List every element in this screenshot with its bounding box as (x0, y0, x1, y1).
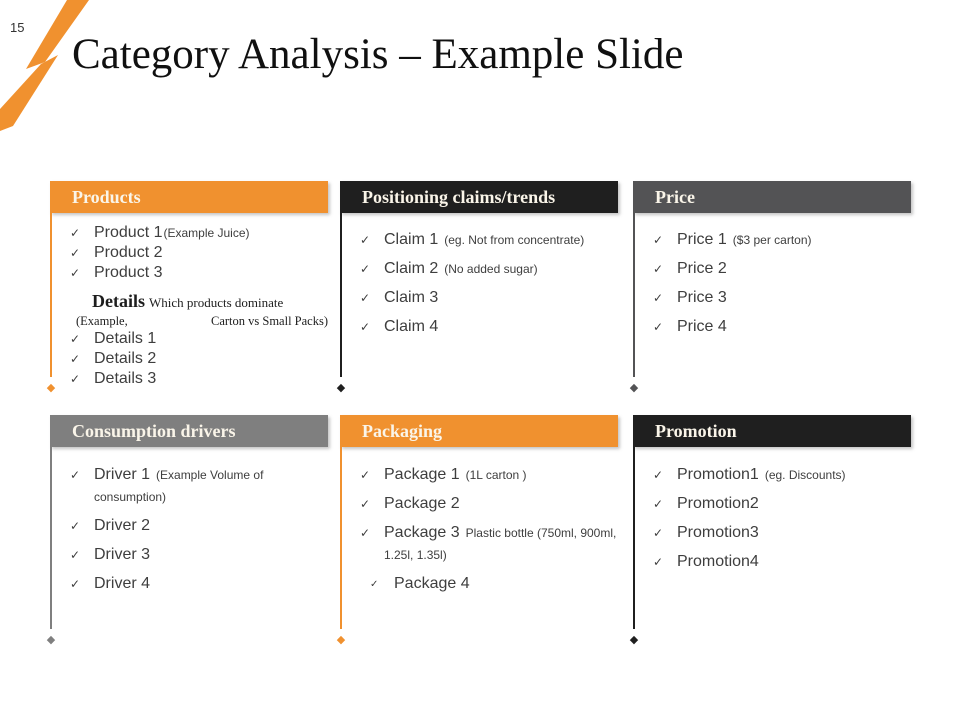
check-icon: ✓ (653, 262, 664, 276)
item-note: Plastic bottle (750ml, 900ml, 1.25l, 1.35l) (384, 526, 617, 562)
item-note: (Example Volume of consumption) (94, 468, 264, 504)
item-label: Package 4 (394, 575, 470, 592)
list-item (340, 522, 618, 566)
panel-promotion-header (633, 415, 911, 447)
item-note: ($3 per carton) (732, 233, 812, 247)
list-item (633, 229, 911, 251)
panel-title: Products (72, 186, 141, 207)
list-item (340, 287, 618, 309)
list-item (633, 493, 911, 515)
details-heading: Details (92, 291, 145, 311)
check-icon: ✓ (360, 233, 371, 247)
check-icon: ✓ (70, 372, 81, 386)
check-icon: ✓ (360, 320, 371, 334)
item-label: Price 1 (677, 231, 727, 248)
diamond-marker-icon: ◆ (336, 381, 346, 394)
check-icon: ✓ (70, 266, 81, 280)
check-icon: ✓ (70, 246, 81, 260)
list-item (633, 522, 911, 544)
diamond-marker-icon: ◆ (336, 633, 346, 646)
details-sub-right: Carton vs Small Packs) (210, 314, 328, 328)
list-item (50, 544, 328, 566)
details-subline (76, 313, 328, 329)
item-label: Driver 2 (94, 517, 151, 534)
list-item (633, 258, 911, 280)
item-label: Package 2 (384, 495, 460, 512)
list-item (340, 464, 618, 486)
check-icon: ✓ (360, 262, 371, 276)
item-label: Claim 2 (384, 260, 439, 277)
check-icon: ✓ (653, 555, 664, 569)
item-label: Promotion3 (677, 524, 759, 541)
list-item (50, 369, 328, 389)
diamond-marker-icon: ◆ (629, 381, 639, 394)
panel-title: Positioning claims/trends (362, 186, 556, 207)
list-item (50, 243, 328, 263)
item-note: (1L carton ) (465, 468, 527, 482)
panel-title: Packaging (362, 420, 443, 441)
item-note: (Example Juice) (163, 226, 250, 240)
check-icon: ✓ (653, 526, 664, 540)
list-item (50, 573, 328, 595)
list-item (50, 515, 328, 537)
check-icon: ✓ (70, 468, 81, 482)
check-icon: ✓ (653, 320, 664, 334)
item-label: Promotion2 (677, 495, 759, 512)
list-item (633, 316, 911, 338)
panel-title: Price (655, 186, 695, 207)
item-note: (eg. Discounts) (764, 468, 846, 482)
panel-content (50, 447, 328, 595)
panel-content (340, 213, 618, 338)
panel-packaging-header (340, 415, 618, 447)
check-icon: ✓ (360, 497, 371, 511)
panel-content (50, 213, 328, 389)
panel-content (633, 447, 911, 573)
panel-packaging (336, 415, 618, 646)
item-label: Price 4 (677, 318, 727, 335)
check-icon: ✓ (70, 519, 81, 533)
item-label: Driver 3 (94, 546, 151, 563)
item-label: Product 1 (94, 224, 163, 241)
list-item (340, 493, 618, 515)
panel-promotion (629, 415, 911, 646)
panel-products (46, 181, 328, 394)
item-label: Claim 1 (384, 231, 439, 248)
list-item (340, 316, 618, 338)
check-icon: ✓ (653, 497, 664, 511)
item-label: Package 1 (384, 466, 460, 483)
check-icon: ✓ (70, 548, 81, 562)
list-item (340, 573, 618, 595)
list-item (633, 464, 911, 486)
check-icon: ✓ (70, 226, 81, 240)
item-label: Price 3 (677, 289, 727, 306)
list-item (50, 263, 328, 283)
item-label: Claim 3 (384, 289, 439, 306)
item-label: Price 2 (677, 260, 727, 277)
check-icon: ✓ (360, 468, 371, 482)
diamond-marker-icon: ◆ (46, 633, 56, 646)
panel-title: Promotion (655, 420, 737, 441)
details-sub-left: (Example, (76, 314, 128, 328)
list-item (50, 223, 328, 243)
check-icon: ✓ (653, 468, 664, 482)
item-label: Product 3 (94, 264, 163, 281)
item-label: Driver 1 (94, 466, 151, 483)
item-label: Details 2 (94, 350, 157, 367)
panel-products-header (50, 181, 328, 213)
item-label: Details 1 (94, 330, 157, 347)
list-item (340, 229, 618, 251)
check-icon: ✓ (360, 291, 371, 305)
item-label: Driver 4 (94, 575, 151, 592)
list-item (340, 258, 618, 280)
item-label: Promotion4 (677, 553, 759, 570)
panel-title: Consumption drivers (72, 420, 236, 441)
list-item (633, 551, 911, 573)
list-item (633, 287, 911, 309)
item-label: Promotion1 (677, 466, 759, 483)
check-icon: ✓ (70, 577, 81, 591)
details-note: Which products dominate (149, 295, 284, 310)
panel-price (629, 181, 911, 394)
panel-content (633, 213, 911, 338)
panel-content (340, 447, 618, 595)
check-icon: ✓ (370, 579, 379, 590)
panel-price-header (633, 181, 911, 213)
check-icon: ✓ (70, 332, 81, 346)
list-item (50, 464, 328, 508)
diamond-marker-icon: ◆ (46, 381, 56, 394)
page-title: Category Analysis – Example Slide (72, 31, 684, 78)
panel-positioning-claims-header (340, 181, 618, 213)
list-item (50, 329, 328, 349)
check-icon: ✓ (653, 291, 664, 305)
item-note: (No added sugar) (444, 262, 538, 276)
check-icon: ✓ (360, 526, 371, 540)
diamond-marker-icon: ◆ (629, 633, 639, 646)
item-label: Package 3 (384, 524, 460, 541)
panel-consumption-drivers (46, 415, 328, 646)
check-icon: ✓ (653, 233, 664, 247)
item-label: Details 3 (94, 370, 157, 387)
panel-positioning-claims (336, 181, 618, 394)
panel-consumption-drivers-header (50, 415, 328, 447)
item-note: (eg. Not from concentrate) (444, 233, 585, 247)
item-label: Claim 4 (384, 318, 439, 335)
details-heading-line (92, 291, 328, 313)
check-icon: ✓ (70, 352, 81, 366)
page-number: 15 (10, 20, 25, 35)
list-item (50, 349, 328, 369)
item-label: Product 2 (94, 244, 163, 261)
